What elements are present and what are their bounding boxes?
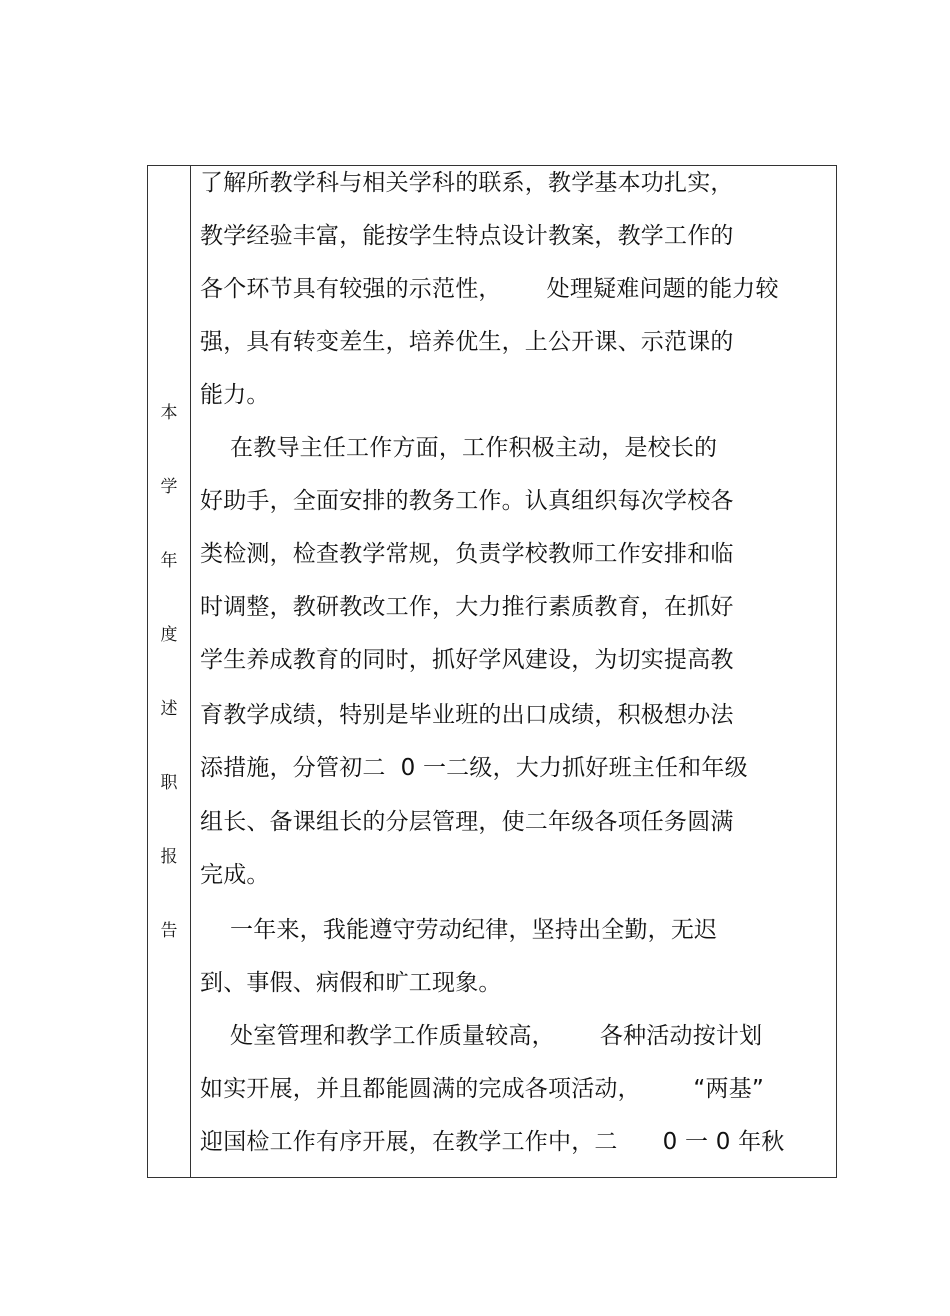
body-line: 处室管理和教学工作质量较高， 各种活动按计划	[200, 1023, 763, 1049]
body-line: 育教学成绩，特别是毕业班的出口成绩，积极想办法	[200, 702, 734, 728]
body-line: 了解所教学科与相关学科的联系，教学基本功扎实，	[200, 170, 734, 196]
body-line: 强，具有转变差生，培养优生，上公开课、示范课的	[200, 329, 734, 355]
sidebar-char: 报	[160, 847, 178, 867]
body-line: 迎国检工作有序开展，在教学工作中，二 0 一 0 年秋	[200, 1129, 785, 1155]
body-line: 各个环节具有较强的示范性， 处理疑难问题的能力较	[200, 276, 779, 302]
body-line: 类检测，检查教学常规，负责学校教师工作安排和临	[200, 541, 734, 567]
sidebar-char: 学	[160, 477, 178, 497]
sidebar-label-column	[149, 165, 189, 1178]
sidebar-char: 告	[160, 921, 178, 941]
body-line: 学生养成教育的同时，抓好学风建设，为切实提高教	[200, 647, 734, 673]
body-line: 完成。	[200, 862, 270, 888]
body-line: 到、事假、病假和旷工现象。	[200, 970, 502, 996]
sidebar-char: 职	[160, 773, 178, 793]
sidebar-char: 年	[160, 551, 178, 571]
sidebar-char: 本	[160, 403, 178, 423]
body-line: 教学经验丰富，能按学生特点设计教案，教学工作的	[200, 223, 734, 249]
body-line: 添措施，分管初二 0 一二级，大力抓好班主任和年级	[200, 755, 748, 781]
body-line: 能力。	[200, 382, 270, 408]
body-line: 好助手，全面安排的教务工作。认真组织每次学校各	[200, 488, 734, 514]
body-line: 在教导主任工作方面，工作积极主动，是校长的	[200, 435, 718, 461]
body-line: 时调整，教研教改工作，大力推行素质教育，在抓好	[200, 594, 734, 620]
body-line: 如实开展，并且都能圆满的完成各项活动， “两基”	[200, 1076, 765, 1102]
sidebar-char: 述	[160, 699, 178, 719]
body-line: 一年来，我能遵守劳动纪律，坚持出全勤，无迟	[200, 917, 718, 943]
body-line: 组长、备课组长的分层管理，使二年级各项任务圆满	[200, 809, 734, 835]
column-divider	[190, 165, 191, 1178]
sidebar-char: 度	[160, 625, 178, 645]
